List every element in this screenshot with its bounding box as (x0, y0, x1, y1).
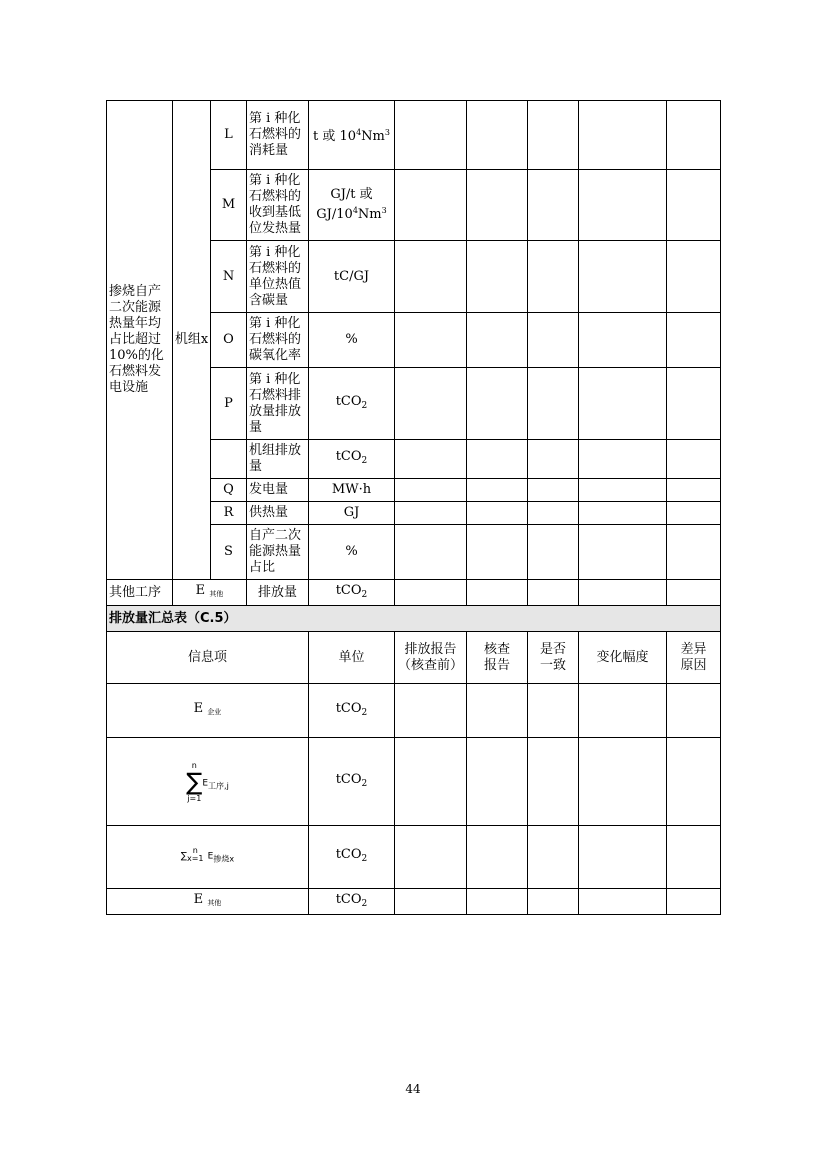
empty-cell (395, 738, 467, 826)
row-name: 发电量 (247, 479, 309, 502)
unit-sub: 2 (361, 400, 368, 411)
summary-unit (309, 684, 395, 738)
header-report (395, 632, 467, 684)
symbol-sub: 其他 (209, 590, 224, 598)
empty-cell (667, 525, 721, 580)
empty-cell (528, 479, 579, 502)
header-text: 是否 (539, 641, 566, 657)
row-code (211, 440, 247, 479)
empty-cell (467, 502, 528, 525)
unit-text: GJ/t 或 (330, 187, 373, 202)
fuel-emission-table (106, 100, 721, 915)
empty-cell (667, 738, 721, 826)
unit-sub: 2 (361, 854, 368, 864)
summary-row (107, 738, 721, 826)
header-text: 核查 (483, 641, 510, 657)
symbol-text: E (193, 892, 204, 907)
empty-cell (395, 525, 467, 580)
empty-cell (579, 440, 667, 479)
empty-cell (528, 313, 579, 368)
empty-cell (467, 580, 528, 606)
category-cell: 掺烧自产二次能源热量年均占比超过10%的化石燃料发电设施 (107, 101, 173, 580)
empty-cell (579, 525, 667, 580)
unit-sub: 2 (361, 898, 368, 909)
unit-text: t 或 10 (313, 129, 357, 144)
sum-limits (187, 847, 204, 863)
sigma-term: E (202, 778, 209, 788)
summary-unit (309, 738, 395, 826)
empty-cell (667, 170, 721, 241)
unit-text: tCO (335, 771, 362, 787)
empty-cell (579, 738, 667, 826)
header-change: 变化幅度 (579, 632, 667, 684)
row-name: 第 i 种化石燃料的单位热值含碳量 (247, 241, 309, 313)
empty-cell (395, 684, 467, 738)
unit-text: Nm (361, 129, 385, 144)
row-unit: tC/GJ (309, 241, 395, 313)
row-code: M (211, 170, 247, 241)
header-text: （核查前） (397, 657, 463, 673)
row-unit: GJ (309, 502, 395, 525)
empty-cell (467, 889, 528, 915)
table-row (107, 580, 721, 606)
summary-item (107, 738, 309, 826)
empty-cell (467, 525, 528, 580)
unit-text: tCO (335, 582, 362, 598)
row-name: 第 i 种化石燃料的收到基低位发热量 (247, 170, 309, 241)
header-consistent (528, 632, 579, 684)
empty-cell (528, 738, 579, 826)
sigma-bottom: j=1 (187, 793, 202, 803)
empty-cell (579, 889, 667, 915)
row-name: 第 i 种化石燃料的消耗量 (247, 101, 309, 170)
empty-cell (528, 170, 579, 241)
empty-cell (528, 101, 579, 170)
empty-cell (395, 241, 467, 313)
header-text: 差异 (680, 641, 707, 657)
row-code: N (211, 241, 247, 313)
empty-cell (667, 502, 721, 525)
empty-cell (467, 313, 528, 368)
summary-header-row (107, 632, 721, 684)
unit-text: tCO (335, 700, 362, 716)
summary-item (107, 826, 309, 889)
symbol-text: E (193, 701, 204, 716)
row-name: 第 i 种化石燃料排放量排放量 (247, 368, 309, 440)
empty-cell (667, 440, 721, 479)
header-unit: 单位 (309, 632, 395, 684)
empty-cell (528, 241, 579, 313)
sum-symbol: ∑ (180, 851, 187, 862)
other-process-label: 其他工序 (107, 580, 173, 606)
empty-cell (579, 313, 667, 368)
empty-cell (667, 241, 721, 313)
empty-cell (395, 502, 467, 525)
empty-cell (528, 889, 579, 915)
empty-cell (579, 580, 667, 606)
unit-sup: 4 (352, 206, 358, 215)
sigma-term-sub: 工序,j (208, 781, 229, 790)
row-unit (309, 368, 395, 440)
empty-cell (667, 101, 721, 170)
empty-cell (467, 479, 528, 502)
summary-unit (309, 826, 395, 889)
sigma-formula (186, 761, 202, 803)
empty-cell (667, 889, 721, 915)
row-unit (309, 101, 395, 170)
row-code: O (211, 313, 247, 368)
empty-cell (667, 479, 721, 502)
summary-row (107, 826, 721, 889)
symbol-sub: 其他 (207, 899, 222, 907)
empty-cell (395, 889, 467, 915)
empty-cell (528, 502, 579, 525)
summary-section-row (107, 606, 721, 632)
empty-cell (467, 368, 528, 440)
unit-text: tCO (335, 891, 362, 907)
summary-row (107, 684, 721, 738)
sum-term: E (207, 851, 214, 862)
row-code: Q (211, 479, 247, 502)
summary-item (107, 889, 309, 915)
empty-cell (467, 241, 528, 313)
empty-cell (667, 826, 721, 889)
empty-cell (395, 440, 467, 479)
row-unit: % (309, 313, 395, 368)
table-row (107, 101, 721, 170)
empty-cell (467, 440, 528, 479)
row-unit (309, 440, 395, 479)
empty-cell (528, 684, 579, 738)
empty-cell (395, 170, 467, 241)
header-text: 报告 (483, 657, 510, 673)
summary-item (107, 684, 309, 738)
unit-text: Nm (357, 207, 382, 222)
summary-unit (309, 889, 395, 915)
row-unit: MW·h (309, 479, 395, 502)
sigma-symbol: ∑ (186, 767, 203, 796)
empty-cell (528, 440, 579, 479)
other-name: 排放量 (247, 580, 309, 606)
empty-cell (395, 479, 467, 502)
unit-sub: 2 (361, 456, 368, 466)
empty-cell (395, 313, 467, 368)
unit-sub: 2 (361, 778, 368, 789)
unit-text: GJ/10 (316, 207, 353, 222)
row-unit: % (309, 525, 395, 580)
unit-text: tCO (335, 449, 362, 464)
empty-cell (579, 170, 667, 241)
empty-cell (467, 738, 528, 826)
empty-cell (528, 580, 579, 606)
unit-text: tCO (335, 847, 362, 862)
unit-sub: 2 (361, 589, 368, 600)
empty-cell (667, 313, 721, 368)
header-text: 排放报告 (404, 641, 457, 657)
header-diff (667, 632, 721, 684)
empty-cell (395, 101, 467, 170)
empty-cell (528, 368, 579, 440)
sum-sub: x=1 (186, 853, 204, 863)
empty-cell (467, 684, 528, 738)
row-code: P (211, 368, 247, 440)
unit-sup: 3 (381, 206, 387, 215)
other-unit (309, 580, 395, 606)
empty-cell (579, 479, 667, 502)
empty-cell (528, 525, 579, 580)
empty-cell (467, 170, 528, 241)
row-name: 机组排放量 (247, 440, 309, 479)
empty-cell (395, 368, 467, 440)
summary-row (107, 889, 721, 915)
row-name: 第 i 种化石燃料的碳氧化率 (247, 313, 309, 368)
empty-cell (579, 241, 667, 313)
unit-sup: 4 (356, 128, 362, 137)
unit-sub: 2 (361, 707, 368, 718)
unit-x-cell: 机组x (173, 101, 211, 580)
empty-cell (579, 101, 667, 170)
other-symbol (173, 580, 247, 606)
sigma-top: n (191, 760, 197, 770)
row-code: S (211, 525, 247, 580)
empty-cell (667, 684, 721, 738)
empty-cell (579, 826, 667, 889)
symbol-sub: 企业 (207, 708, 222, 716)
row-unit (309, 170, 395, 241)
unit-sup: 3 (384, 128, 390, 137)
header-text: 原因 (680, 657, 707, 673)
header-info: 信息项 (107, 632, 309, 684)
empty-cell (528, 826, 579, 889)
empty-cell (579, 502, 667, 525)
empty-cell (579, 684, 667, 738)
symbol-text: E (195, 583, 206, 598)
empty-cell (667, 368, 721, 440)
empty-cell (667, 580, 721, 606)
empty-cell (579, 368, 667, 440)
header-verify (467, 632, 528, 684)
row-code: L (211, 101, 247, 170)
row-name: 供热量 (247, 502, 309, 525)
sum-term-sub: 掺烧x (213, 854, 235, 864)
empty-cell (467, 101, 528, 170)
empty-cell (467, 826, 528, 889)
empty-cell (395, 580, 467, 606)
empty-cell (395, 826, 467, 889)
sum-sup: n (192, 845, 198, 855)
page-number: 44 (405, 1082, 421, 1096)
row-code: R (211, 502, 247, 525)
header-text: 一致 (539, 657, 566, 673)
unit-text: tCO (335, 393, 362, 409)
summary-title: 排放量汇总表（C.5） (107, 606, 721, 632)
row-name: 自产二次能源热量占比 (247, 525, 309, 580)
